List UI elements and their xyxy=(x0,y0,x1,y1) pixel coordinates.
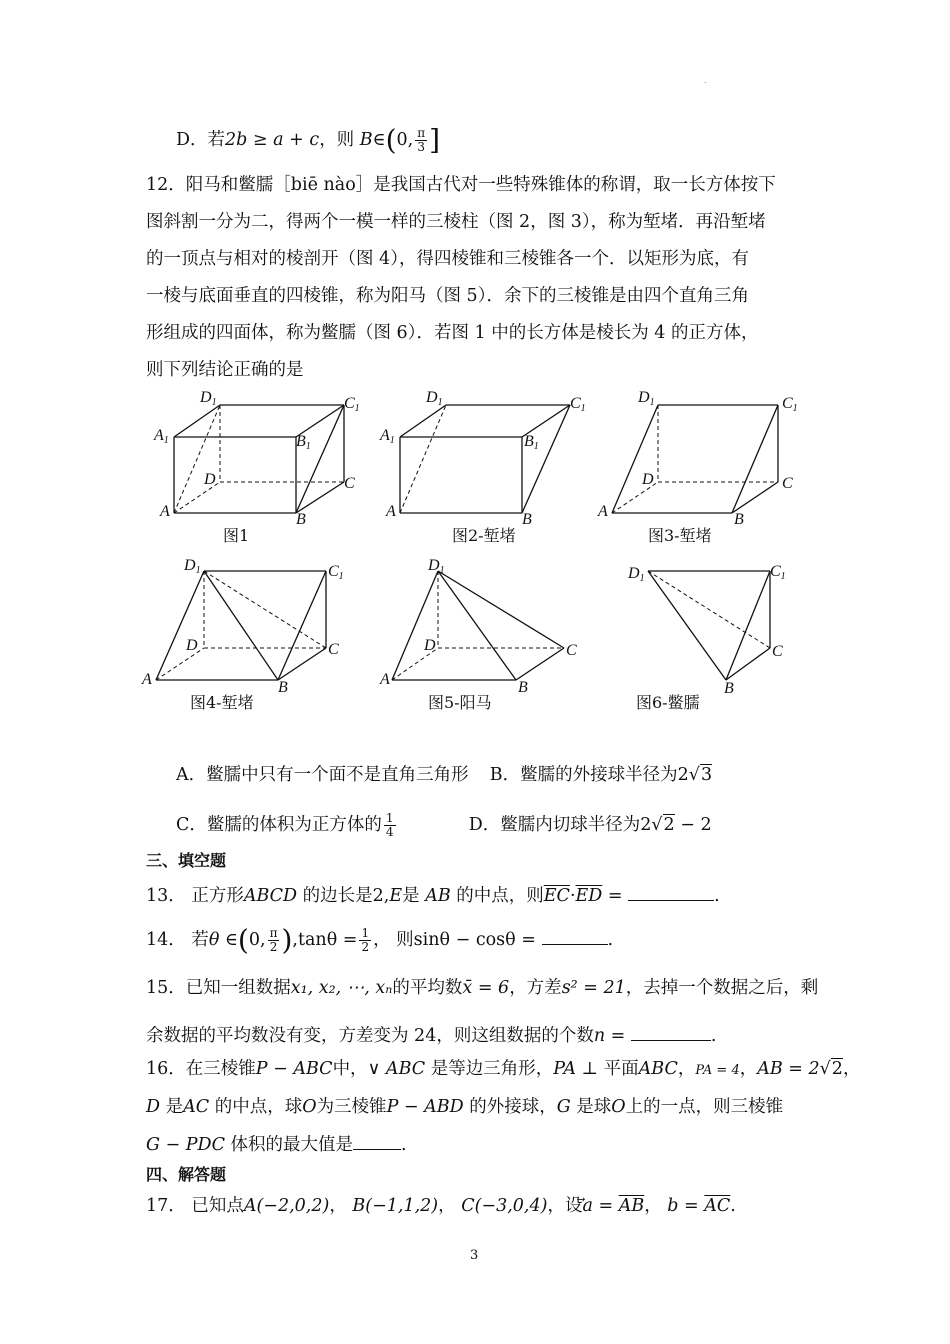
q12-option-d: D．鳖臑内切球半径为 xyxy=(468,815,641,835)
fig4-label-d1: D1 xyxy=(184,557,201,576)
q14: 14． 若θ ∈(0, $\frac{\pi}{2}$ ),tanθ = $\frac{1}{2}$ ， 则sinθ − cosθ = . xyxy=(146,923,614,957)
fig1-label-b1: B1 xyxy=(296,433,311,452)
figure-3-prism xyxy=(598,388,808,528)
fig3-label-c1: C1 xyxy=(782,395,798,414)
fig3-label-b: B xyxy=(734,511,744,528)
fig2-label-c1: C1 xyxy=(570,395,586,414)
fig2-label-b1: B1 xyxy=(524,433,539,452)
q12-option-b: B．鳖臑的外接球半径为 xyxy=(489,765,678,785)
q14-answer-blank[interactable] xyxy=(542,926,608,945)
fig3-label-d: D xyxy=(642,471,654,488)
fig3-label-c: C xyxy=(782,475,793,492)
q15-line-1: 15．已知一组数据x₁, x₂, ⋯, xₙ的平均数x̄ = 6，方差s² = 21，去掉一个数据之后，剩 xyxy=(146,978,819,998)
q16-line-1: 16．在三棱锥P − ABC中，∨ ABC 是等边三角形，PA ⊥ 平面ABC，PA = 4，AB = 2√2， xyxy=(146,1059,861,1079)
fig2-label-b: B xyxy=(522,511,532,528)
fig4-label-c: C xyxy=(328,641,339,658)
q15-answer-blank[interactable] xyxy=(631,1022,711,1041)
figure-6-bienao xyxy=(620,556,810,696)
q12-line-3: 的一顶点与相对的棱剖开（图 4），得四棱锥和三棱锥各一个．以矩形为底，有 xyxy=(146,249,749,269)
fig3-label-a: A xyxy=(598,503,608,520)
fig1-label-b: B xyxy=(296,511,306,528)
figure-1-cuboid xyxy=(150,388,370,528)
q12-line-4: 一棱与底面垂直的四棱锥，称为阳马（图 5）．余下的三棱锥是由四个直角三角 xyxy=(146,286,749,306)
fig1-label-a1: A1 xyxy=(154,427,169,446)
q16-line-3: G − PDC 体积的最大值是 . xyxy=(146,1131,407,1158)
fig5-label-d: D xyxy=(424,637,436,654)
q16-answer-blank[interactable] xyxy=(353,1131,401,1150)
q12-line-5: 形组成的四面体，称为鳖臑（图 6）．若图 1 中的长方体是棱长为 4 的正方体， xyxy=(146,323,759,343)
q12-line-6: 则下列结论正确的是 xyxy=(146,360,304,380)
fig1-label-c: C xyxy=(344,475,355,492)
fig2-label-a1: A1 xyxy=(380,427,395,446)
fig3-label-d1: D1 xyxy=(638,389,655,408)
section-4-title: 四、解答题 xyxy=(146,1165,227,1184)
fig4-label-c1: C1 xyxy=(328,563,344,582)
fig6-label-d1: D1 xyxy=(628,565,645,584)
fig1-label-d1: D1 xyxy=(200,389,217,408)
q12-line-1: 12．阳马和鳖臑［biē nào］是我国古代对一些特殊锥体的称谓，取一长方体按下 xyxy=(146,175,776,195)
fig2-label-d1: D1 xyxy=(426,389,443,408)
fig4-label-d: D xyxy=(186,637,198,654)
fig1-label-d: D xyxy=(204,471,216,488)
figure-2-prism xyxy=(376,388,596,528)
caption-fig5: 图5-阳马 xyxy=(428,693,492,712)
section-3-title: 三、填空题 xyxy=(146,851,227,870)
q15-line-2: 余数据的平均数没有变，方差变为 24，则这组数据的个数n = . xyxy=(146,1022,717,1049)
fig4-label-a: A xyxy=(142,671,152,688)
q11-option-d: D．若2b ≥ a + c，则 B∈(0, $\frac{\pi}{3}$ ] xyxy=(176,123,441,157)
q13-answer-blank[interactable] xyxy=(628,882,714,901)
page-number: 3 xyxy=(470,1248,479,1263)
caption-fig3: 图3-堑堵 xyxy=(648,526,712,545)
caption-fig2: 图2-堑堵 xyxy=(452,526,516,545)
caption-fig6: 图6-鳖臑 xyxy=(636,693,700,712)
corner-mark: . xyxy=(704,76,707,85)
figure-4-cut xyxy=(140,556,360,696)
q16-line-2: D 是AC 的中点，球O为三棱锥P − ABD 的外接球，G 是球O上的一点，则三棱锥 xyxy=(146,1097,784,1117)
q12-options-ab: A．鳖臑中只有一个面不是直角三角形 B．鳖臑的外接球半径为2√3 xyxy=(176,765,713,785)
fig1-label-c1: C1 xyxy=(344,395,360,414)
fig2-label-a: A xyxy=(386,503,396,520)
fig6-label-c: C xyxy=(772,643,783,660)
q12-option-c: C．鳖臑的体积为正方体的 xyxy=(176,815,382,835)
fig6-label-c1: C1 xyxy=(770,563,786,582)
fig5-label-c: C xyxy=(566,642,577,659)
q13: 13． 正方形ABCD 的边长是2,E是 AB 的中点，则$\overline{EC}\cdot\overline{ED}$ = . xyxy=(146,882,720,909)
fig4-label-b: B xyxy=(278,679,288,696)
fig5-label-b: B xyxy=(518,679,528,696)
fig6-label-b: B xyxy=(724,680,734,697)
figure-5-yangma xyxy=(376,556,596,696)
caption-fig1: 图1 xyxy=(223,526,250,545)
q12-option-a: A．鳖臑中只有一个面不是直角三角形 xyxy=(176,765,469,785)
q12-line-2: 图斜割一分为二，得两个一模一样的三棱柱（图 2，图 3），称为堑堵．再沿堑堵 xyxy=(146,212,766,232)
q12-options-cd: C．鳖臑的体积为正方体的 $\frac{1}{4}$ D．鳖臑内切球半径为2√2 − 2 xyxy=(176,811,712,839)
caption-fig4: 图4-堑堵 xyxy=(190,693,254,712)
q17: 17． 已知点A(−2,0,2)， B(−1,1,2)， C(−3,0,4)，设$a = \overline{AB}$， $b = \overline{AC}$. xyxy=(146,1196,736,1216)
fig5-label-d1: D1 xyxy=(428,557,445,576)
fig1-label-a: A xyxy=(160,503,170,520)
fig5-label-a: A xyxy=(380,671,390,688)
